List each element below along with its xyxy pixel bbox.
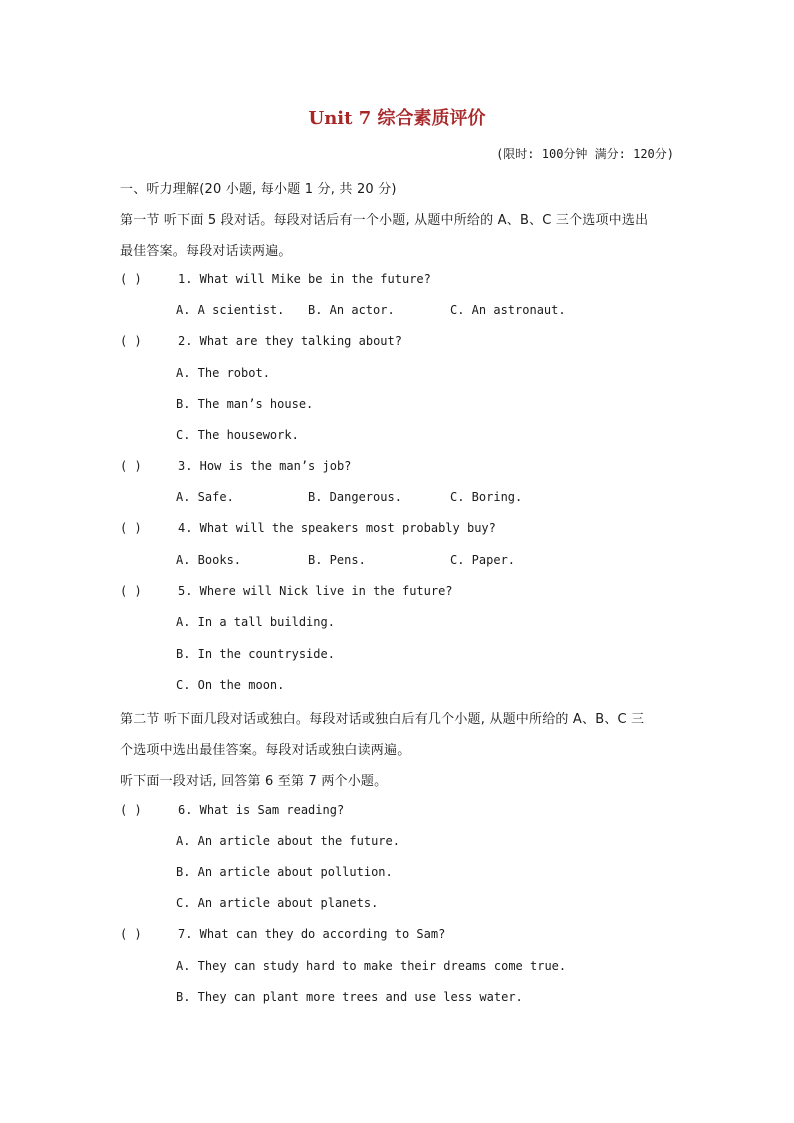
question-text: 7. What can they do according to Sam? — [178, 927, 446, 941]
answer-blank[interactable]: ( ) — [120, 272, 142, 286]
part1-instructions-line2: 最佳答案。每段对话读两遍。 — [120, 244, 292, 259]
option-c: C. Boring. — [450, 490, 523, 504]
question-text: 4. What will the speakers most probably buy? — [178, 521, 496, 535]
option-b: B. They can plant more trees and use less water. — [176, 990, 523, 1004]
option-a: A. The robot. — [176, 366, 270, 380]
answer-blank[interactable]: ( ) — [120, 521, 142, 535]
option-b: B. An actor. — [308, 303, 395, 317]
option-c: C. The housework. — [176, 428, 299, 442]
option-a: A. They can study hard to make their dreams come true. — [176, 959, 567, 973]
question-7 — [120, 927, 445, 941]
option-a: A. In a tall building. — [176, 615, 335, 629]
question-text: 2. What are they talking about? — [178, 334, 402, 348]
option-a: A. Safe. — [176, 490, 234, 504]
part2-instructions-line2: 个选项中选出最佳答案。每段对话或独白读两遍。 — [120, 743, 411, 758]
option-b: B. Pens. — [308, 553, 366, 567]
answer-blank[interactable]: ( ) — [120, 927, 142, 941]
option-c: C. An article about planets. — [176, 896, 379, 910]
part1-instructions-line1: 第一节 听下面 5 段对话。每段对话后有一个小题, 从题中所给的 A、B、C 三个选项中选出 — [120, 213, 649, 228]
option-b: B. An article about pollution. — [176, 865, 393, 879]
question-2 — [120, 334, 402, 348]
part2-sub-instructions: 听下面一段对话, 回答第 6 至第 7 两个小题。 — [120, 774, 388, 789]
option-b: B. In the countryside. — [176, 647, 335, 661]
time-score-limit: (限时: 100分钟 满分: 120分) — [496, 147, 674, 161]
answer-blank[interactable]: ( ) — [120, 334, 142, 348]
option-c: C. An astronaut. — [450, 303, 566, 317]
option-a: A. A scientist. — [176, 303, 285, 317]
question-text: 5. Where will Nick live in the future? — [178, 584, 453, 598]
option-a: A. An article about the future. — [176, 834, 400, 848]
page-title: Unit 7 综合素质评价 — [308, 108, 486, 129]
answer-blank[interactable]: ( ) — [120, 803, 142, 817]
section-heading: 一、听力理解(20 小题, 每小题 1 分, 共 20 分) — [120, 182, 397, 197]
option-a: A. Books. — [176, 553, 242, 567]
question-text: 6. What is Sam reading? — [178, 803, 345, 817]
question-6 — [120, 803, 344, 817]
question-text: 1. What will Mike be in the future? — [178, 272, 431, 286]
part2-instructions-line1: 第二节 听下面几段对话或独白。每段对话或独白后有几个小题, 从题中所给的 A、B、C 三 — [120, 712, 645, 727]
question-text: 3. How is the man’s job? — [178, 459, 352, 473]
option-b: B. The man’s house. — [176, 397, 314, 411]
question-5 — [120, 584, 453, 598]
answer-blank[interactable]: ( ) — [120, 459, 142, 473]
option-c: C. On the moon. — [176, 678, 285, 692]
option-b: B. Dangerous. — [308, 490, 402, 504]
option-c: C. Paper. — [450, 553, 516, 567]
question-4 — [120, 521, 496, 535]
question-3 — [120, 459, 351, 473]
answer-blank[interactable]: ( ) — [120, 584, 142, 598]
question-1 — [120, 272, 431, 286]
